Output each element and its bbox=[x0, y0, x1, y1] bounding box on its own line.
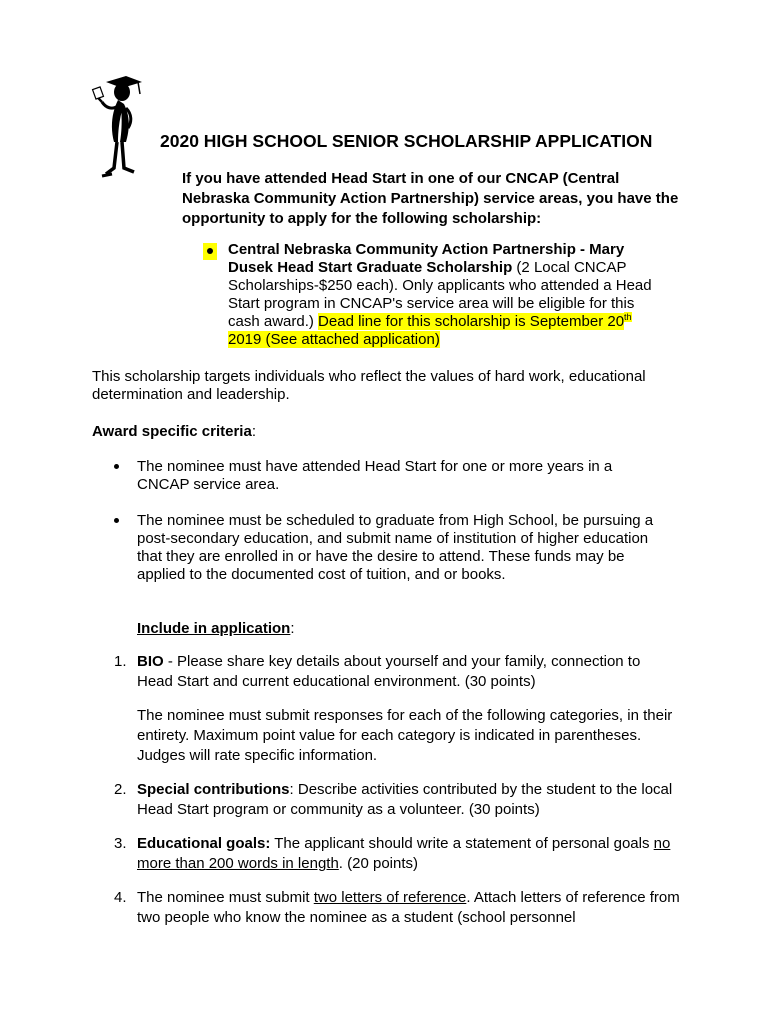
targets-paragraph: This scholarship targets individuals who reflect the values of hard work, educational determination and leadership. bbox=[92, 368, 646, 403]
list-item-goals bbox=[137, 834, 682, 874]
bio-extra-paragraph: The nominee must submit responses for each of the following categories, in their entirety. Maximum point value for each category is indicated in parentheses. Judges will rate specific information. bbox=[137, 707, 673, 764]
criteria-heading-label: Award specific criteria bbox=[92, 423, 252, 440]
deadline-sup: th bbox=[624, 312, 632, 322]
list-number: 3. bbox=[114, 835, 127, 852]
goals-label: Educational goals: bbox=[137, 835, 271, 852]
goals-text: The applicant should write a statement of personal goals bbox=[270, 835, 654, 852]
deadline-post: 2019 (See attached application) bbox=[228, 331, 440, 348]
list-item-bio bbox=[137, 652, 677, 692]
goals-text-after: . (20 points) bbox=[338, 855, 419, 872]
scholarship-description bbox=[228, 241, 668, 349]
bullet-icon bbox=[114, 464, 119, 469]
list-item-references bbox=[137, 888, 682, 928]
include-heading-colon: : bbox=[290, 620, 295, 637]
intro-paragraph: If you have attended Head Start in one of our CNCAP (Central Nebraska Community Action Partnership) service areas, you have the opportunity to apply for the following scholarship: bbox=[182, 170, 679, 227]
references-text-before: The nominee must submit bbox=[137, 889, 314, 906]
bullet-icon bbox=[114, 518, 119, 523]
list-number: 4. bbox=[114, 889, 127, 906]
goals-underline: no more than 200 words in length bbox=[137, 835, 671, 872]
contributions-label: Special contributions bbox=[137, 781, 290, 798]
page-title: 2020 HIGH SCHOOL SENIOR SCHOLARSHIP APPLICATION bbox=[160, 131, 653, 151]
criteria-item: The nominee must be scheduled to graduate from High School, be pursuing a post-secondary education, and submit name of institution of higher education that they are enrolled in or have the desire to attend. These funds may be applied to the documented cost of tuition, and or books. bbox=[137, 512, 654, 583]
graduate-clipart-icon bbox=[88, 72, 144, 184]
list-item-contributions bbox=[137, 780, 682, 820]
contributions-text: : Describe activities contributed by the student to the local Head Start program or community as a volunteer. (30 points) bbox=[137, 781, 673, 818]
scholarship-details: (2 Local CNCAP Scholarships-$250 each). Only applicants who attended a Head Start program in CNCAP's service area will be eligible for this cash award.) bbox=[228, 259, 652, 330]
criteria-heading-colon: : bbox=[251, 423, 256, 440]
highlighted-bullet-icon bbox=[203, 243, 217, 260]
bio-label: BIO bbox=[137, 653, 164, 670]
references-text: . Attach letters of reference from two people who know the nominee as a student (school personnel bbox=[137, 889, 680, 926]
deadline-pre: Dead line for this scholarship is September 20 bbox=[318, 313, 625, 330]
include-heading bbox=[137, 620, 295, 638]
bio-text: - Please share key details about yourself and your family, connection to Head Start and current educational environment. (30 points) bbox=[137, 653, 641, 690]
criteria-item: The nominee must have attended Head Start for one or more years in a CNCAP service area. bbox=[137, 458, 613, 493]
list-number: 1. bbox=[114, 653, 127, 670]
include-heading-label: Include in application bbox=[137, 620, 291, 637]
references-underline: two letters of reference bbox=[313, 889, 467, 906]
scholarship-name: Central Nebraska Community Action Partnership - Mary Dusek Head Start Graduate Scholarship bbox=[228, 241, 625, 276]
criteria-heading bbox=[92, 423, 256, 441]
list-number: 2. bbox=[114, 781, 127, 798]
